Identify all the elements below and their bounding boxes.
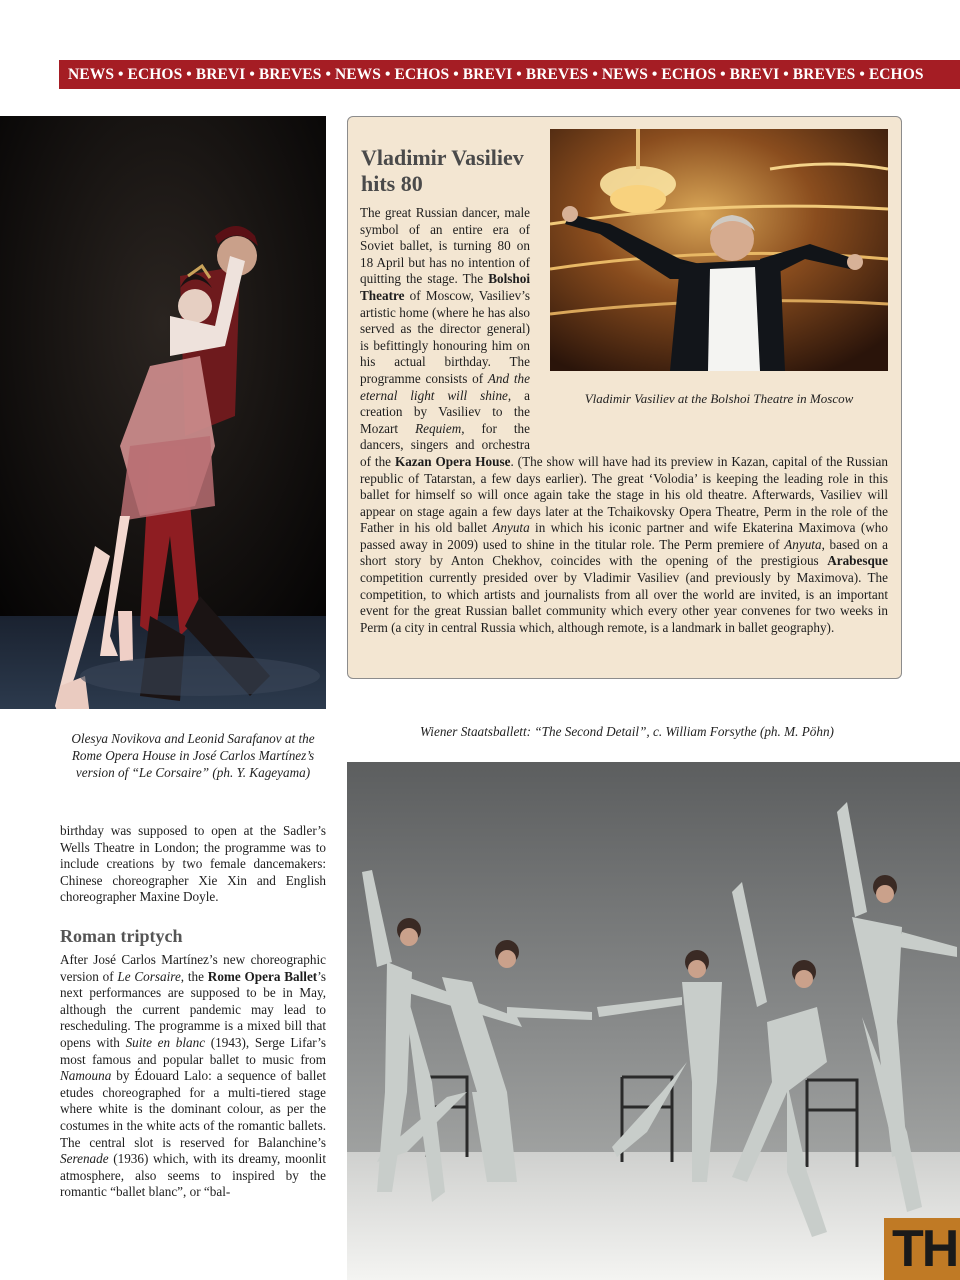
corner-section-tab: TH xyxy=(884,1218,960,1280)
roman-triptych-paragraph: After José Carlos Martínez’s new choreographic version of Le Corsaire, the Rome Opera Ballet’s next performances are supposed to be in May, although the current pandemic may lead to rescheduling. The programme is a mixed bill that opens with Suite en blanc (1943), Serge Lifar’s most famous and popular ballet to music from Namouna by Édouard Lalo: a sequence of ballet etudes choreographed for a multi-tiered stage where white is the dominant colour, as per the costumes in the white acts of the romantic ballets. The central slot is reserved for Balanchine’s Serenade (1936) which, with its dreamy, moonlit atmosphere, also seems to inspired by the romantic “ballet blanc”, or “bal- xyxy=(60,952,326,1200)
photo-le-corsaire xyxy=(0,116,326,709)
photo-second-detail xyxy=(347,762,960,1280)
vasiliev-photo-caption: Vladimir Vasiliev at the Bolshoi Theatre in Moscow xyxy=(584,391,854,406)
le-corsaire-caption: Olesya Novikova and Leonid Sarafanov at the Rome Opera House in José Carlos Martínez’s version of “Le Corsaire” (ph. Y. Kageyama) xyxy=(71,731,315,780)
feature-body xyxy=(360,205,888,636)
section-heading-roman-triptych: Roman triptych xyxy=(60,926,183,946)
feature-title: Vladimir Vasiliev hits 80 xyxy=(361,145,524,196)
section-banner: NEWS • ECHOS • BREVI • BREVES • NEWS • ECHOS • BREVI • BREVES • NEWS • ECHOS • BREVI • BREVES • ECHOS xyxy=(59,60,960,89)
left-column-paragraph-1 xyxy=(60,823,326,906)
left-column-paragraph-2 xyxy=(60,952,326,1201)
feature-paragraph: The great Russian dancer, male symbol of an entire era of Soviet ballet, is turning 80 on 18 April but has no intention of quitting the stage. The Bolshoi Theatre of Moscow, Vasiliev’s artistic home (where he has also served as the director general) is befittingly honouring him on his actual birthday. The programme consists of And the eternal light will shine, a creation by Vasiliev to the Mozart Requiem, for the dancers, singers and orchestra of the Kazan Opera House. (The show will have had its preview in Kazan, capital of the Russian republic of Tatarstan, a few days earlier). The great ‘Volodia’ is keeping the leading role in this ballet for himself so will once again take the stage in his old theatre. Afterwards, Vasiliev will appear on stage again a few days later at the Tchaikovsky Opera Theatre, Perm in the role of the Father in his old ballet Anyuta in which his iconic partner and wife Ekaterina Maximova (who passed away in 2009) used to shine in the titular role. The Perm premiere of Anyuta, based on a short story by Anton Chekhov, coincides with the opening of the prestigious Arabesque competition currently presided over by Vladimir Vasiliev (and previously by Maximova). The competition, to which artists and journalists from all over the world are invited, is an important event for the great Russian ballet community which every other year convenes for two weeks in Perm (a city in central Russia which, although remote, is a landmark in ballet geography). xyxy=(360,205,889,635)
continued-paragraph: birthday was supposed to open at the Sadler’s Wells Theatre in London; the programme was to include creations by two female dancemakers: Chinese choreographer Xie Xin and English choreographer Maxine Doyle. xyxy=(60,823,326,905)
second-detail-caption: Wiener Staatsballett: “The Second Detail”, c. William Forsythe (ph. M. Pöhn) xyxy=(420,724,834,739)
